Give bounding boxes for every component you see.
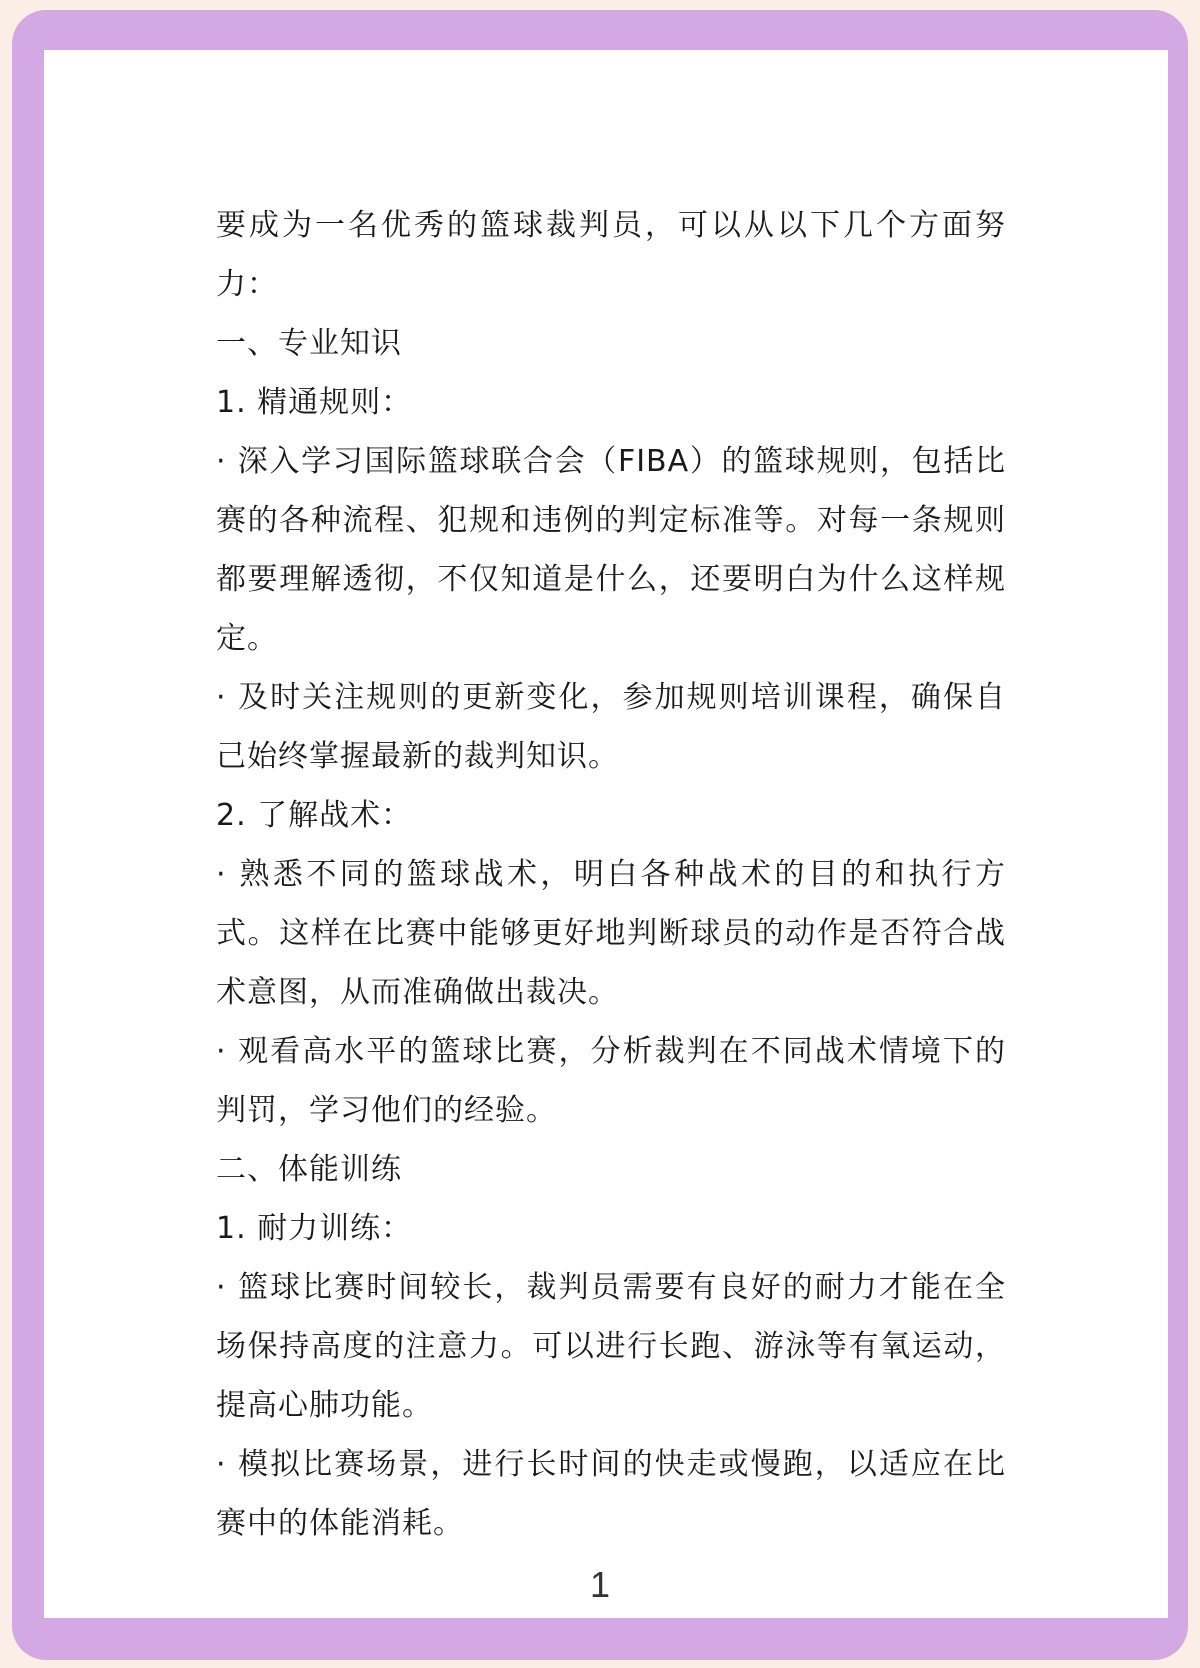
bullet-follow-rule-updates: · 及时关注规则的更新变化，参加规则培训课程，确保自己始终掌握最新的裁判知识。 xyxy=(216,680,1006,774)
section-heading-physical-training: 二、体能训练 xyxy=(216,1152,402,1187)
subheading-understand-tactics: 2. 了解战术： xyxy=(216,798,413,833)
bullet-study-fiba-rules: · 深入学习国际篮球联合会（FIBA）的篮球规则，包括比赛的各种流程、犯规和违例的判定标准等。对每一条规则都要理解透彻，不仅知道是什么，还要明白为什么这样规定。 xyxy=(216,444,1006,656)
page-number: 1 xyxy=(589,1564,611,1605)
intro-paragraph: 要成为一名优秀的篮球裁判员，可以从以下几个方面努力： xyxy=(216,208,1006,302)
section-heading-professional-knowledge: 一、专业知识 xyxy=(216,326,402,361)
document-body xyxy=(216,196,1006,1553)
bullet-simulate-games: · 模拟比赛场景，进行长时间的快走或慢跑，以适应在比赛中的体能消耗。 xyxy=(216,1447,1006,1541)
subheading-endurance-training: 1. 耐力训练： xyxy=(216,1211,413,1246)
subheading-master-rules: 1. 精通规则： xyxy=(216,385,413,420)
bullet-watch-games: · 观看高水平的篮球比赛，分析裁判在不同战术情境下的判罚，学习他们的经验。 xyxy=(216,1034,1006,1128)
bullet-endurance-aerobic: · 篮球比赛时间较长，裁判员需要有良好的耐力才能在全场保持高度的注意力。可以进行长跑、游泳等有氧运动，提高心肺功能。 xyxy=(216,1270,1006,1423)
bullet-learn-tactics: · 熟悉不同的篮球战术，明白各种战术的目的和执行方式。这样在比赛中能够更好地判断球员的动作是否符合战术意图，从而准确做出裁决。 xyxy=(216,857,1006,1010)
